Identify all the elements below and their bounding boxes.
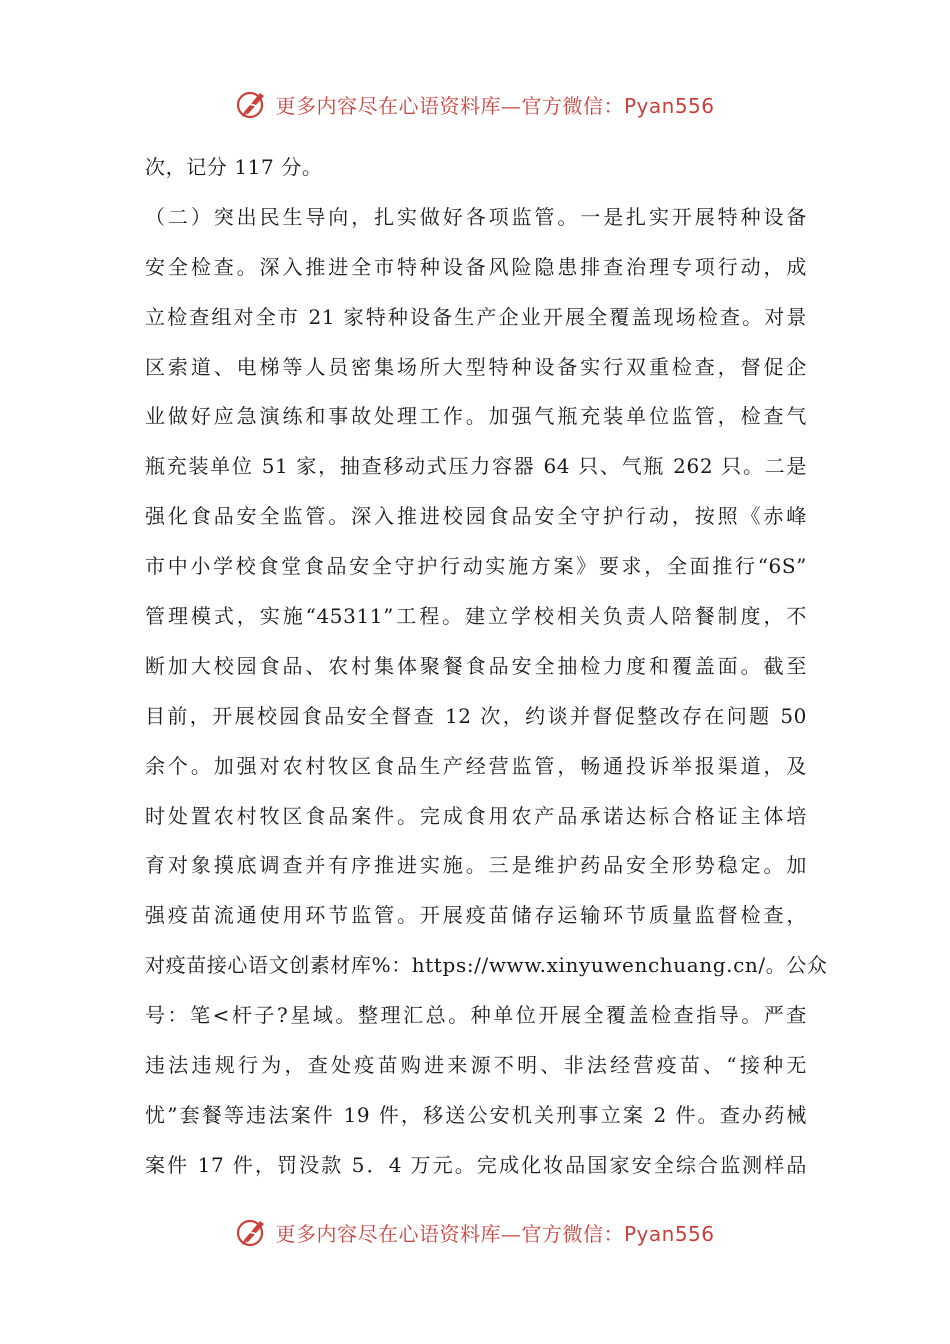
body-line: 忧”套餐等违法案件 19 件，移送公安机关刑事立案 2 件。查办药械 (145, 1102, 807, 1127)
watermark-wechat-id: Pyan556 (623, 1221, 715, 1246)
body-line: 管理模式，实施“45311”工程。建立学校相关负责人陪餐制度，不 (145, 604, 807, 629)
body-line: 强化食品安全监管。深入推进校园食品安全守护行动，按照《赤峰 (145, 504, 807, 529)
body-line: 对疫苗接心语文创素材库%：https://www.xinyuwenchuang.cn/。公众 (145, 953, 828, 978)
watermark-label: 更多内容尽在心语资料库—官方微信： (275, 93, 624, 118)
watermark-label: 更多内容尽在心语资料库—官方微信： (275, 1221, 624, 1246)
body-line: 区索道、电梯等人员密集场所大型特种设备实行双重检查，督促企 (145, 354, 807, 379)
body-line: 目前，开展校园食品安全督查 12 次，约谈并督促整改存在问题 50 (145, 703, 807, 728)
pen-circle-logo-icon (235, 1215, 269, 1249)
body-line: 时处置农村牧区食品案件。完成食用农产品承诺达标合格证主体培 (145, 803, 807, 828)
body-line: 案件 17 件，罚没款 5．4 万元。完成化妆品国家安全综合监测样品 (145, 1152, 807, 1177)
body-line: 强疫苗流通使用环节监管。开展疫苗储存运输环节质量监督检查， (145, 903, 807, 928)
body-line: 市中小学校食堂食品安全守护行动实施方案》要求，全面推行“6S” (145, 554, 807, 579)
body-line: 安全检查。深入推进全市特种设备风险隐患排查治理专项行动，成 (145, 254, 807, 279)
body-line: 育对象摸底调查并有序推进实施。三是维护药品安全形势稳定。加 (145, 853, 807, 878)
body-line: 业做好应急演练和事故处理工作。加强气瓶充装单位监管，检查气 (145, 404, 807, 429)
header-watermark-banner (0, 84, 950, 124)
header-watermark-text (275, 90, 714, 119)
footer-watermark-banner (0, 1212, 950, 1252)
body-line: 违法违规行为，查处疫苗购进来源不明、非法经营疫苗、“接种无 (145, 1053, 807, 1078)
body-line: 断加大校园食品、农村集体聚餐食品安全抽检力度和覆盖面。截至 (145, 653, 807, 678)
watermark-wechat-id: Pyan556 (623, 93, 715, 118)
body-line: 立检查组对全市 21 家特种设备生产企业开展全覆盖现场检查。对景 (145, 304, 807, 329)
body-line: 次，记分 117 分。 (145, 155, 323, 179)
body-line: （二）突出民生导向，扎实做好各项监管。一是扎实开展特种设备 (145, 204, 807, 229)
body-line: 瓶充装单位 51 家，抽查移动式压力容器 64 只、气瓶 262 只。二是 (145, 454, 807, 479)
document-body (145, 143, 828, 1191)
footer-watermark-text (275, 1218, 714, 1247)
pen-circle-logo-icon (235, 87, 269, 121)
body-line: 号：笔<杆子?星域。整理汇总。种单位开展全覆盖检查指导。严查 (145, 1003, 807, 1028)
body-line: 余个。加强对农村牧区食品生产经营监管，畅通投诉举报渠道，及 (145, 753, 807, 778)
